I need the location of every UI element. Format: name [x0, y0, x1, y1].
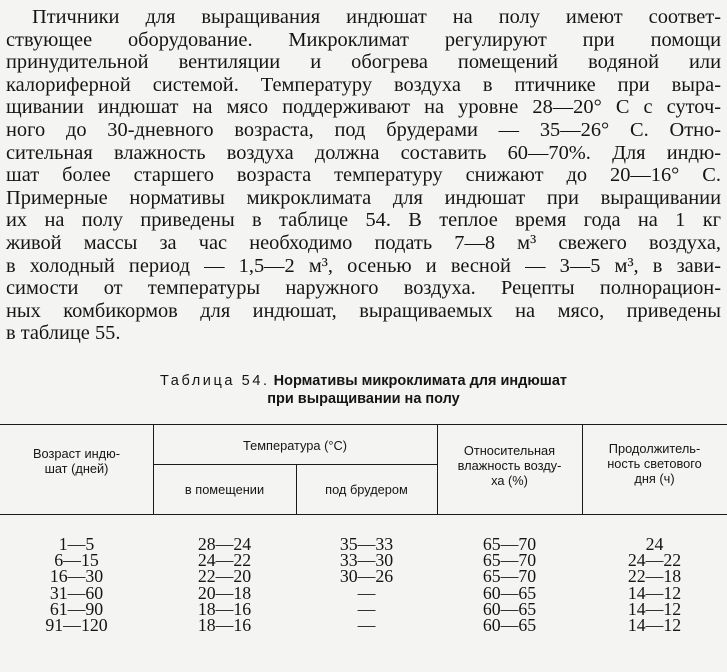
table-cell-light: 14—12	[627, 615, 682, 636]
header-age	[0, 446, 153, 476]
paragraph-line: ных комбикормов для индюшат, выращиваемых на мясо, приведены	[6, 299, 721, 322]
paragraph-line: принудительной вентиляции и обогрева помещений водяной или	[6, 51, 721, 74]
column-age	[0, 534, 153, 636]
table-cell-humidity: 65—70	[482, 550, 537, 571]
table-cell-brooder: 30—26	[339, 566, 394, 587]
table-caption-line2	[0, 391, 727, 408]
header-line: ность светового	[607, 456, 702, 471]
header-line: ха (%)	[491, 473, 528, 488]
table-cell-room: 20—18	[197, 582, 252, 603]
table-cell-brooder: —	[357, 598, 376, 619]
header-in-room: в помещении	[184, 482, 265, 497]
table-cell-room: 28—24	[197, 534, 252, 554]
paragraph-line: Птичники для выращивания индюшат на полу имеют соответ-	[32, 6, 721, 28]
paragraph-line: Примерные нормативы микроклимата для индюшат при выращивании	[6, 186, 721, 209]
header-line: Продолжитель-	[608, 441, 701, 456]
table-cell-room: 24—22	[197, 550, 252, 571]
column-in-room	[153, 534, 296, 636]
table-cell-age: 6—15	[54, 550, 99, 571]
header-line: влажность возду-	[457, 458, 562, 473]
table-cell-humidity: 60—65	[482, 582, 537, 603]
table-cell-brooder: —	[357, 615, 376, 636]
table-cell-brooder: 35—33	[339, 534, 394, 554]
column-under-brooder	[296, 534, 437, 636]
table-header-bottom-rule	[0, 514, 727, 515]
header-line: Относительная	[463, 443, 556, 458]
paragraph-line: шат более старшего возраста температуру снижают до 20—16° С.	[6, 164, 721, 187]
table-cell-brooder: —	[357, 582, 376, 603]
column-humidity	[437, 534, 582, 636]
table-header-mid-rule	[153, 464, 437, 465]
header-temperature: Температура (°С)	[243, 438, 347, 453]
table-cell-humidity: 65—70	[482, 566, 537, 587]
header-humidity	[437, 443, 582, 488]
body-paragraph	[6, 6, 721, 345]
table-caption-title-line1: Нормативы микроклимата для индюшат	[273, 373, 567, 389]
table-cell-age: 16—30	[49, 566, 104, 587]
table-cell-humidity: 60—65	[482, 598, 537, 619]
paragraph-line: живой массы за час необходимо подать 7—8 м³ свежего воздуха,	[6, 231, 721, 254]
paragraph-line: в холодный период — 1,5—2 м³, осенью и весной — 3—5 м³, в зави-	[6, 254, 721, 277]
header-line: Возраст индю-	[33, 446, 120, 461]
table-caption	[0, 373, 727, 390]
table-caption-title-line2: при выращивании на полу	[267, 391, 460, 407]
paragraph-line: калориферной системой. Температуру воздуха в птичнике при выра-	[6, 73, 721, 96]
paragraph-line: ного до 30-дневного возраста, под брудерами — 35—26° С. Отно-	[6, 118, 721, 141]
table-cell-light: 24—22	[627, 550, 682, 571]
header-light	[582, 441, 727, 486]
table-cell-light: 14—12	[627, 598, 682, 619]
header-under-brooder: под брудером	[325, 482, 408, 497]
table-cell-age: 31—60	[49, 582, 104, 603]
table-cell-age: 91—120	[45, 615, 108, 636]
table-top-rule	[0, 424, 727, 425]
paragraph-line: сительная влажность воздуха должна составить 60—70%. Для индю-	[6, 141, 721, 164]
paragraph-line: щивании индюшат на мясо поддерживают на уровне 28—20° С с суточ-	[6, 96, 721, 119]
header-line: дня (ч)	[634, 471, 675, 486]
column-light	[582, 534, 727, 636]
table-cell-age: 61—90	[49, 598, 104, 619]
table-cell-light: 22—18	[627, 566, 682, 587]
table-cell-room: 18—16	[197, 615, 252, 636]
table-cell-room: 18—16	[197, 598, 252, 619]
table-cell-light: 14—12	[627, 582, 682, 603]
table-cell-room: 22—20	[197, 566, 252, 587]
table-cell-brooder: 33—30	[339, 550, 394, 571]
paragraph-line: симости от температуры наружного воздуха. Рецепты полнорацион-	[6, 277, 721, 300]
table-cell-age: 1—5	[58, 534, 95, 554]
table-cell-humidity: 65—70	[482, 534, 537, 554]
table-caption-label: Таблица 54.	[160, 373, 270, 389]
paragraph-line: ствующее оборудование. Микроклимат регулируют при помощи	[6, 28, 721, 51]
table-cell-humidity: 60—65	[482, 615, 537, 636]
table-cell-light: 24	[645, 534, 664, 554]
paragraph-line: в таблице 55.	[6, 322, 121, 345]
header-line: шат (дней)	[44, 461, 109, 476]
paragraph-line: их на полу приведены в таблице 54. В теплое время года на 1 кг	[6, 209, 721, 232]
